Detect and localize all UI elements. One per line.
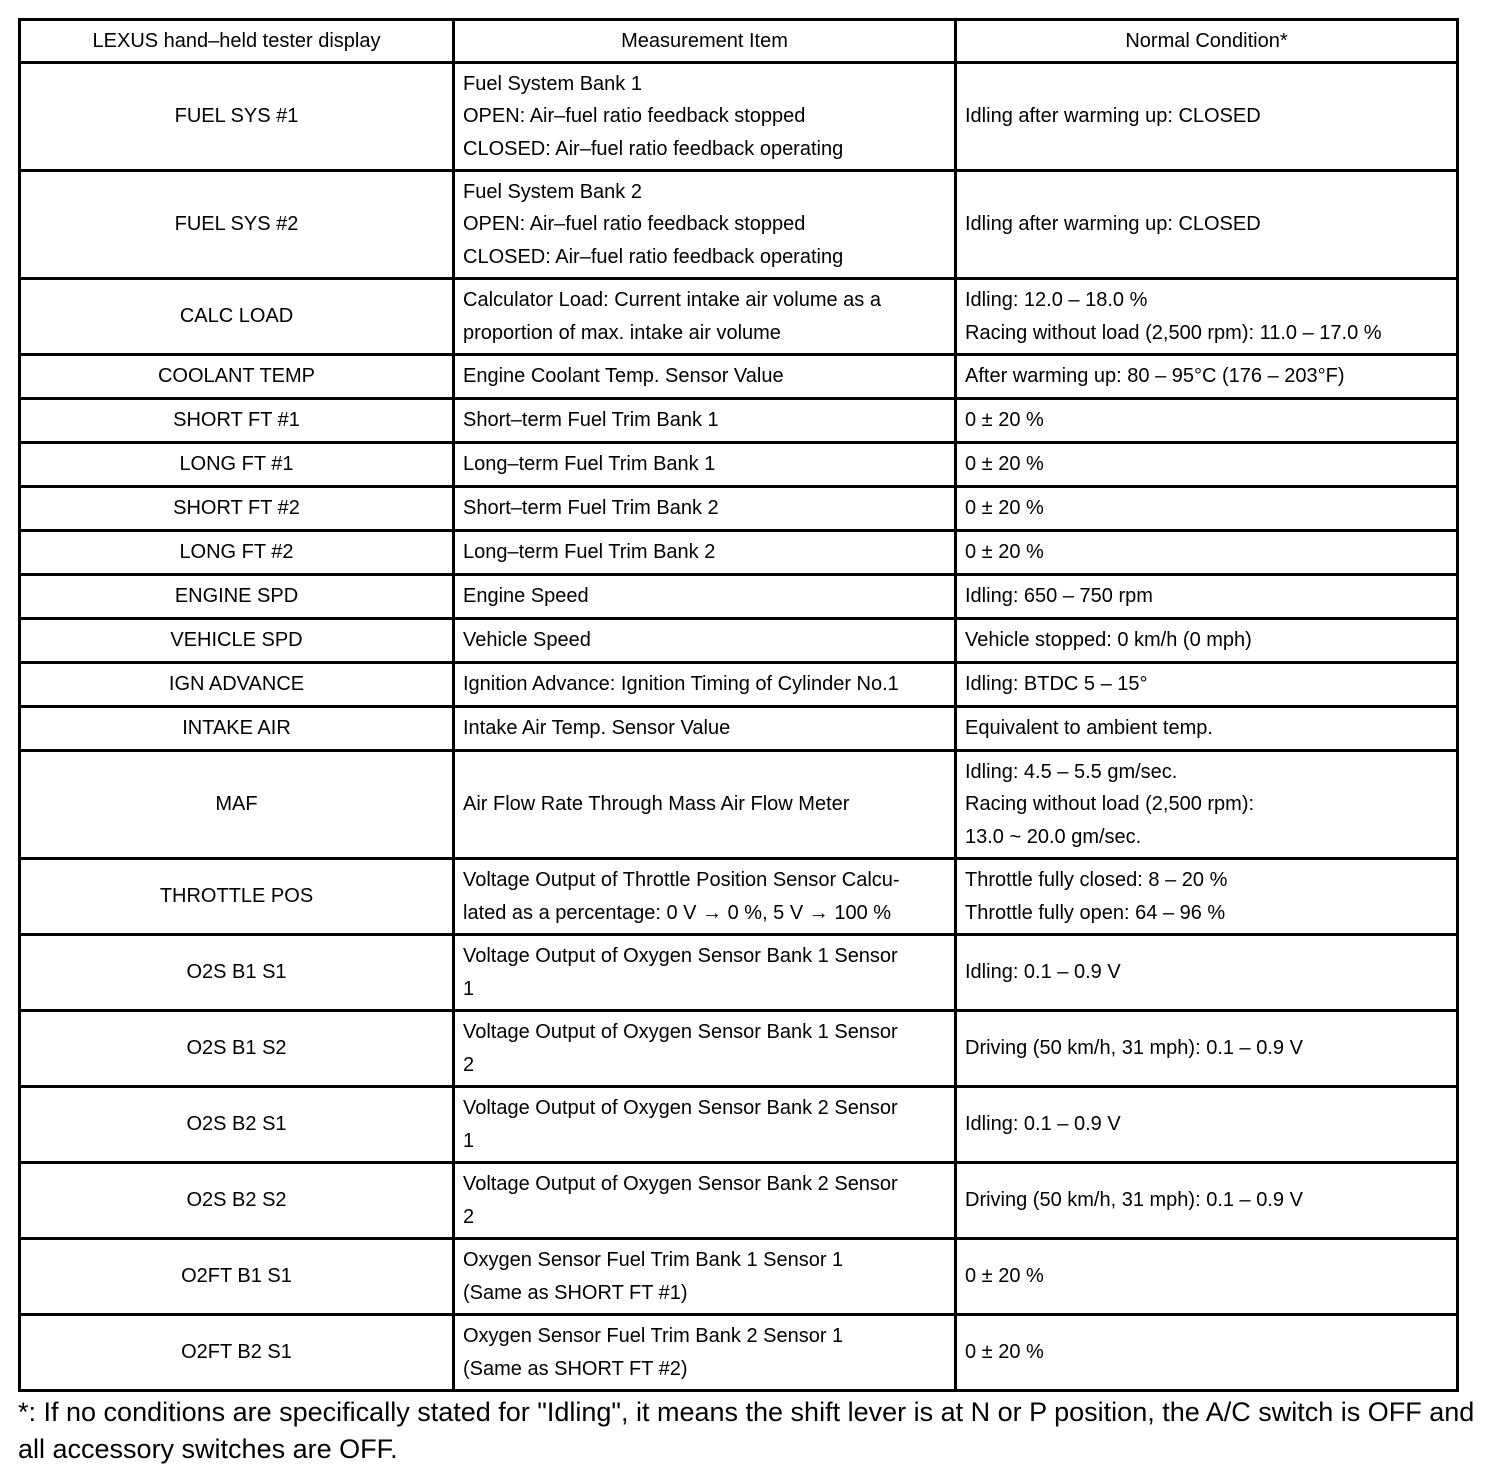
table-row <box>20 355 1458 399</box>
measurement-item-line: 2 <box>463 1205 475 1228</box>
measurement-item-cell <box>454 575 956 619</box>
tester-display-cell: IGN ADVANCE <box>20 663 454 707</box>
table-row <box>20 443 1458 487</box>
measurement-item-line: Long–term Fuel Trim Bank 1 <box>463 453 716 476</box>
normal-condition-line: 0 ± 20 % <box>965 541 1044 564</box>
normal-condition-cell <box>956 1011 1458 1087</box>
normal-condition-cell <box>956 171 1458 279</box>
normal-condition-cell <box>956 707 1458 751</box>
measurement-item-line: Air Flow Rate Through Mass Air Flow Meter <box>463 793 850 816</box>
tester-display-cell: SHORT FT #1 <box>20 399 454 443</box>
table-row <box>20 575 1458 619</box>
measurement-item-line: (Same as SHORT FT #1) <box>463 1281 688 1304</box>
measurement-item-line: Short–term Fuel Trim Bank 2 <box>463 497 719 520</box>
normal-condition-line: Vehicle stopped: 0 km/h (0 mph) <box>965 629 1252 652</box>
measurement-item-line: Vehicle Speed <box>463 629 591 652</box>
measurement-item-cell <box>454 935 956 1011</box>
normal-condition-cell <box>956 619 1458 663</box>
measurement-item-line: Short–term Fuel Trim Bank 1 <box>463 409 719 432</box>
measurement-item-line: OPEN: Air–fuel ratio feedback stopped <box>463 105 806 128</box>
normal-condition-cell <box>956 531 1458 575</box>
measurement-item-line: Fuel System Bank 1 <box>463 72 642 95</box>
measurement-item-cell <box>454 619 956 663</box>
normal-condition-line: Equivalent to ambient temp. <box>965 717 1213 740</box>
table-row <box>20 1239 1458 1315</box>
tester-display-cell: CALC LOAD <box>20 279 454 355</box>
measurement-item-line: OPEN: Air–fuel ratio feedback stopped <box>463 213 806 236</box>
normal-condition-cell <box>956 279 1458 355</box>
measurement-item-cell <box>454 443 956 487</box>
measurement-item-cell <box>454 1163 956 1239</box>
tester-display-cell: O2S B2 S2 <box>20 1163 454 1239</box>
normal-condition-line: 0 ± 20 % <box>965 497 1044 520</box>
table-body <box>20 63 1458 1391</box>
tester-display-cell: O2FT B2 S1 <box>20 1315 454 1391</box>
measurement-item-line: Fuel System Bank 2 <box>463 180 642 203</box>
table-row <box>20 1087 1458 1163</box>
tester-display-cell: THROTTLE POS <box>20 859 454 935</box>
measurement-item-cell <box>454 355 956 399</box>
tester-display-cell: LONG FT #1 <box>20 443 454 487</box>
table-row <box>20 399 1458 443</box>
table-row <box>20 663 1458 707</box>
tester-display-cell: SHORT FT #2 <box>20 487 454 531</box>
normal-condition-line: 0 ± 20 % <box>965 1341 1044 1364</box>
measurement-item-cell <box>454 63 956 171</box>
normal-condition-line: 0 ± 20 % <box>965 453 1044 476</box>
measurement-item-cell <box>454 751 956 859</box>
measurement-item-line: lated as a percentage: 0 V → 0 %, 5 V → 100 % <box>463 901 892 924</box>
tester-display-cell: O2S B1 S2 <box>20 1011 454 1087</box>
normal-condition-cell <box>956 1315 1458 1391</box>
normal-condition-line: After warming up: 80 – 95°C (176 – 203°F) <box>965 365 1345 388</box>
normal-condition-line: Idling: 650 – 750 rpm <box>965 585 1153 608</box>
measurement-item-cell <box>454 1011 956 1087</box>
measurement-item-line: 1 <box>463 1129 475 1152</box>
normal-condition-line: Driving (50 km/h, 31 mph): 0.1 – 0.9 V <box>965 1037 1303 1060</box>
tester-display-cell: LONG FT #2 <box>20 531 454 575</box>
normal-condition-cell <box>956 443 1458 487</box>
measurement-item-line: proportion of max. intake air volume <box>463 321 781 344</box>
measurement-item-line: CLOSED: Air–fuel ratio feedback operating <box>463 137 844 160</box>
measurement-item-line: Engine Speed <box>463 585 589 608</box>
normal-condition-cell <box>956 63 1458 171</box>
footnote: *: If no conditions are specifically stated for "Idling", it means the shift lever is at N or P position, the A/C switch is OFF and all accessory switches are OFF. <box>18 1397 1475 1464</box>
normal-condition-line: Throttle fully open: 64 – 96 % <box>965 901 1226 924</box>
measurement-item-cell <box>454 1315 956 1391</box>
measurement-item-line: Voltage Output of Oxygen Sensor Bank 1 Sensor <box>463 945 898 967</box>
measurement-item-line: Oxygen Sensor Fuel Trim Bank 1 Sensor 1 <box>463 1249 844 1271</box>
table-row <box>20 1315 1458 1391</box>
table-row <box>20 487 1458 531</box>
measurement-item-cell <box>454 487 956 531</box>
normal-condition-line: Idling: 0.1 – 0.9 V <box>965 961 1121 984</box>
normal-condition-line: 0 ± 20 % <box>965 409 1044 432</box>
normal-condition-line: Racing without load (2,500 rpm): <box>965 793 1255 816</box>
table-row <box>20 751 1458 859</box>
measurement-item-cell <box>454 279 956 355</box>
measurement-item-line: Engine Coolant Temp. Sensor Value <box>463 365 784 388</box>
measurement-item-cell <box>454 399 956 443</box>
normal-condition-cell <box>956 487 1458 531</box>
measurement-item-line: Ignition Advance: Ignition Timing of Cylinder No.1 <box>463 673 899 696</box>
normal-condition-cell <box>956 663 1458 707</box>
table-row <box>20 63 1458 171</box>
measurement-item-cell <box>454 1087 956 1163</box>
normal-condition-line: Idling: BTDC 5 – 15° <box>965 673 1148 696</box>
normal-condition-cell <box>956 1087 1458 1163</box>
table-row <box>20 707 1458 751</box>
header-measurement-item: Measurement Item <box>454 20 956 63</box>
table-row <box>20 1163 1458 1239</box>
tester-display-cell: FUEL SYS #1 <box>20 63 454 171</box>
measurement-item-cell <box>454 171 956 279</box>
normal-condition-cell <box>956 751 1458 859</box>
normal-condition-cell <box>956 355 1458 399</box>
normal-condition-cell <box>956 1239 1458 1315</box>
table-row <box>20 279 1458 355</box>
measurement-item-line: (Same as SHORT FT #2) <box>463 1357 688 1380</box>
measurement-item-line: 1 <box>463 977 475 1000</box>
measurement-item-line: Long–term Fuel Trim Bank 2 <box>463 541 716 564</box>
normal-condition-line: Driving (50 km/h, 31 mph): 0.1 – 0.9 V <box>965 1189 1303 1212</box>
normal-condition-cell <box>956 1163 1458 1239</box>
normal-condition-cell <box>956 935 1458 1011</box>
measurement-item-line: Voltage Output of Throttle Position Sensor Calcu- <box>463 869 900 891</box>
table-row <box>20 171 1458 279</box>
normal-condition-cell <box>956 399 1458 443</box>
measurement-item-line: Voltage Output of Oxygen Sensor Bank 2 Sensor <box>463 1173 898 1195</box>
tester-display-cell: INTAKE AIR <box>20 707 454 751</box>
table-row <box>20 619 1458 663</box>
normal-condition-line: Idling: 4.5 – 5.5 gm/sec. <box>965 760 1178 783</box>
tester-display-cell: VEHICLE SPD <box>20 619 454 663</box>
normal-condition-line: 13.0 ~ 20.0 gm/sec. <box>965 825 1142 848</box>
measurement-item-cell <box>454 663 956 707</box>
measurement-item-cell <box>454 531 956 575</box>
normal-condition-cell <box>956 575 1458 619</box>
header-tester-display: LEXUS hand–held tester display <box>20 20 454 63</box>
measurement-item-cell <box>454 707 956 751</box>
measurement-item-line: Oxygen Sensor Fuel Trim Bank 2 Sensor 1 <box>463 1325 844 1347</box>
measurement-item-line: Voltage Output of Oxygen Sensor Bank 2 Sensor <box>463 1097 898 1119</box>
measurement-item-cell <box>454 859 956 935</box>
measurement-item-line: CLOSED: Air–fuel ratio feedback operating <box>463 245 844 268</box>
normal-condition-line: Idling: 12.0 – 18.0 % <box>965 289 1148 311</box>
normal-condition-line: Idling after warming up: CLOSED <box>965 213 1261 236</box>
normal-condition-cell <box>956 859 1458 935</box>
measurement-item-line: Calculator Load: Current intake air volume as a <box>463 289 881 311</box>
normal-condition-line: Racing without load (2,500 rpm): 11.0 – 17.0 % <box>965 321 1382 344</box>
table-row <box>20 935 1458 1011</box>
tester-display-cell: O2S B1 S1 <box>20 935 454 1011</box>
normal-condition-line: Idling after warming up: CLOSED <box>965 105 1261 128</box>
tester-display-cell: O2S B2 S1 <box>20 1087 454 1163</box>
tester-display-cell: ENGINE SPD <box>20 575 454 619</box>
measurement-item-line: Intake Air Temp. Sensor Value <box>463 717 731 740</box>
tester-display-cell: O2FT B1 S1 <box>20 1239 454 1315</box>
tester-display-cell: FUEL SYS #2 <box>20 171 454 279</box>
tester-display-cell: COOLANT TEMP <box>20 355 454 399</box>
tester-display-cell: MAF <box>20 751 454 859</box>
table-header <box>20 20 1458 63</box>
measurement-item-line: 2 <box>463 1053 475 1076</box>
normal-condition-line: Throttle fully closed: 8 – 20 % <box>965 869 1228 891</box>
normal-condition-line: 0 ± 20 % <box>965 1265 1044 1288</box>
data-list-table <box>18 18 1459 1392</box>
header-normal-condition: Normal Condition* <box>956 20 1458 63</box>
measurement-item-cell <box>454 1239 956 1315</box>
measurement-item-line: Voltage Output of Oxygen Sensor Bank 1 Sensor <box>463 1021 898 1043</box>
header-row <box>20 20 1458 63</box>
table-row <box>20 531 1458 575</box>
table-row <box>20 859 1458 935</box>
table-row <box>20 1011 1458 1087</box>
normal-condition-line: Idling: 0.1 – 0.9 V <box>965 1113 1121 1136</box>
